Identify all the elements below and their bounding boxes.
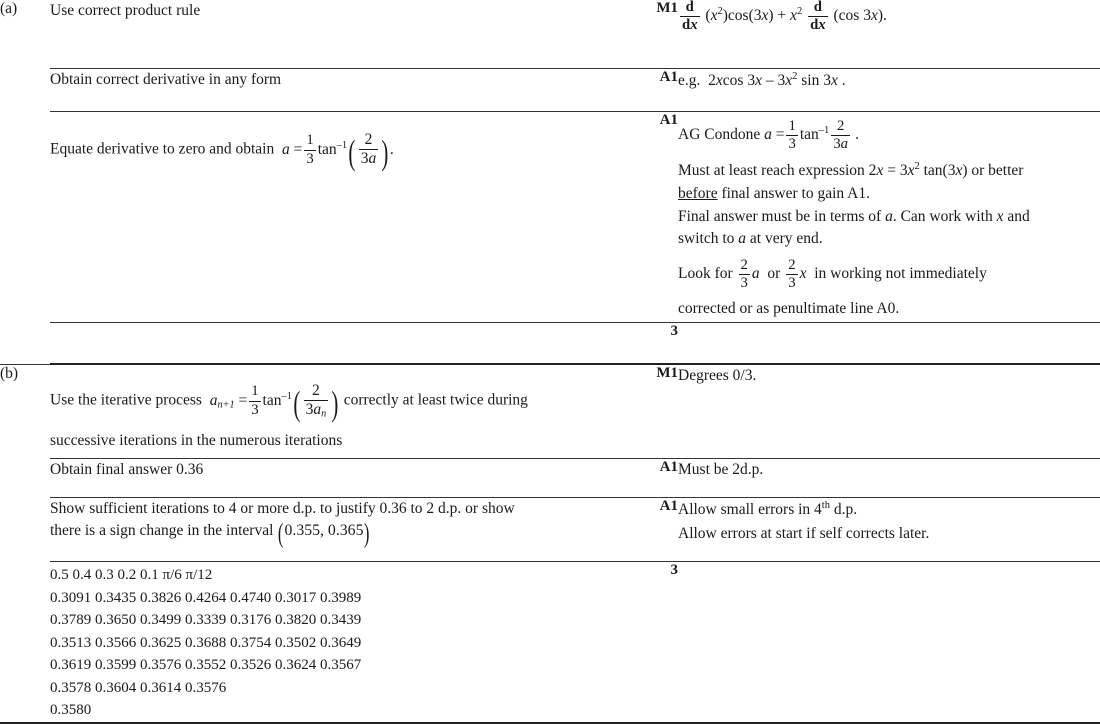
mark-subtotal: 3	[670, 562, 678, 578]
solution-text: Obtain correct derivative in any form	[50, 71, 282, 88]
solution-cell	[50, 112, 600, 323]
solution-cell	[50, 364, 600, 459]
solution-text: Obtain final answer 0.36	[50, 461, 204, 478]
iteration-values-block	[50, 562, 600, 722]
solution-line-1: Show sufficient iterations to 4 or more d.p. to justify 0.36 to 2 d.p. or show	[50, 500, 515, 517]
solution-text: Use correct product rule	[50, 2, 201, 19]
mark-cell	[600, 69, 678, 112]
note-line-ag-condone: AG Condone a = $\frac{1}{3}$ $\tan^{-1}$ $\frac{2}{3a}$ .	[678, 118, 860, 153]
iteration-line: 0.3513 0.3566 0.3625 0.3688 0.3754 0.3502 0.3649	[50, 634, 362, 651]
table-row	[0, 364, 1100, 459]
solution-cell	[50, 323, 600, 365]
mark-cell	[600, 323, 678, 365]
solution-cell	[50, 459, 600, 498]
note-text: Degrees 0/3.	[678, 367, 757, 384]
solution-cell	[50, 498, 600, 562]
iteration-line: 0.3789 0.3650 0.3499 0.3339 0.3176 0.3820 0.3439	[50, 612, 362, 628]
mark-value: A1	[659, 459, 678, 475]
part-label-a: (a)	[0, 0, 50, 364]
note-line-errors-at-start: Allow errors at start if self corrects later.	[678, 524, 930, 542]
iteration-line: 0.3091 0.3435 0.3826 0.4264 0.4740 0.3017 0.3989	[50, 589, 362, 606]
note-cell	[678, 562, 1100, 723]
note-cell	[678, 0, 1100, 69]
note-cell	[678, 112, 1100, 323]
table-row-subtotal-a	[0, 323, 1100, 365]
note-line-look-for: Look for $\frac{2}{3}$ a or $\frac{2}{3}$ x in working not immediately	[678, 256, 987, 292]
derivative-result-expression: 2xcos $3x - 3x^2$ sin 3x .	[704, 71, 846, 90]
note-cell	[678, 459, 1100, 498]
solution-text: Equate derivative to zero and obtain	[50, 140, 275, 158]
mark-value: A1	[659, 112, 678, 128]
sign-change-interval: (0.355, 0.365)	[278, 516, 370, 548]
solution-line-2: successive iterations in the numerous iterations	[50, 431, 343, 449]
mark-cell	[600, 364, 678, 459]
table-row	[0, 498, 1100, 562]
iteration-line: 0.3580	[50, 702, 92, 718]
note-cell	[678, 364, 1100, 459]
mark-cell	[600, 0, 678, 69]
mark-cell	[600, 112, 678, 323]
iteration-line: 0.5 0.4 0.3 0.2 0.1 π/6 π/12	[50, 567, 213, 583]
table-row	[0, 459, 1100, 498]
mark-cell	[600, 459, 678, 498]
iteration-values-cell	[50, 562, 600, 723]
part-label-b: (b)	[0, 364, 50, 723]
iteration-line: 0.3619 0.3599 0.3576 0.3552 0.3526 0.3624 0.3567	[50, 657, 362, 673]
equate-to-zero-expression: a = $\frac{1}{3}$ $\tan^{-1}$( $\frac{2}{3a}$ ).	[281, 131, 394, 173]
iteration-line: 0.3578 0.3604 0.3614 0.3576	[50, 679, 227, 696]
iterative-process-expression: $a_{n+1}$ = $\frac{1}{3}$ $\tan^{-1}$( $\frac{2}{3a_n}$ )	[209, 382, 339, 424]
note-line-corrected: corrected or as penultimate line A0.	[678, 299, 900, 317]
mark-value: A1	[659, 498, 678, 514]
mark-cell	[600, 498, 678, 562]
note-cell	[678, 323, 1100, 365]
table-row	[0, 112, 1100, 323]
solution-cell	[50, 69, 600, 112]
note-line-small-errors: Allow small errors in 4th d.p.	[678, 500, 858, 519]
mark-subtotal: 3	[670, 323, 678, 339]
note-line-must-reach: Must at least reach expression $2x = 3x^2$ tan(3x) or better before final answer to gain A1.	[678, 160, 1024, 202]
note-cell	[678, 498, 1100, 562]
derivative-product-rule-expression: $\frac{d}{dx}$ $(x^2)\cos(3x) + x^2$ $\frac{d}{dx}$ (cos 3x).	[682, 0, 887, 34]
table-row	[0, 69, 1100, 112]
mark-value: M1	[656, 0, 678, 16]
mark-value: M1	[656, 365, 678, 381]
note-cell	[678, 69, 1100, 112]
note-line-final-answer-terms: Final answer must be in terms of a. Can work with x and switch to a at very end.	[678, 208, 1030, 248]
solution-suffix: correctly at least twice during	[343, 391, 528, 409]
mark-value: A1	[659, 69, 678, 85]
solution-line-2: there is a sign change in the interval (0.355, 0.365)	[50, 516, 370, 548]
solution-cell	[50, 0, 600, 69]
table-row	[0, 0, 1100, 69]
note-prefix: e.g.	[678, 72, 701, 90]
note-text: Must be 2d.p.	[678, 461, 764, 478]
table-row-iterations	[0, 562, 1100, 723]
mark-cell	[600, 562, 678, 723]
solution-text: Use the iterative process	[50, 391, 202, 409]
